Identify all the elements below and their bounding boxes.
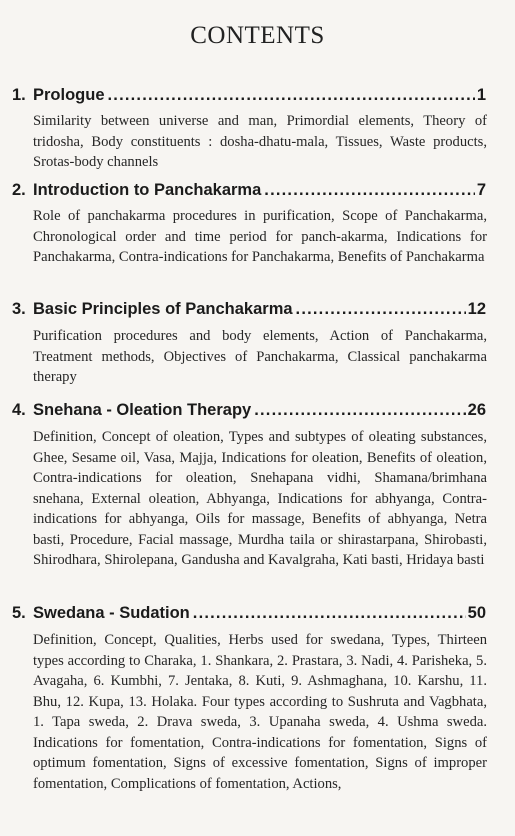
entry-number: 3. <box>12 300 26 318</box>
dot-leader <box>108 86 475 105</box>
dot-leader <box>264 181 475 200</box>
entry-name: Basic Principles of Panchakarma <box>33 300 293 318</box>
entry-description: Definition, Concept, Qualities, Herbs used for swedana, Types, Thirteen types according to Charaka, 1. Shankara, 2. Prastara, 3. Nadi, 4. Parisheka, 5. Avagaha, 6. Kumbhi, 7. Jentaka, 8. Kuti, 9. Ashmaghana, 10. Karshu, 11. Bhu, 12. Kupa, 13. Holaka. Four types according to Sushruta and Vagbhata, 1. Tapa sweda, 2. Drava sweda, 3. Upanaha sweda, 4. Ushma sweda. Indications for fomentation, Contra-indications for fomentation, Signs of optimum fomentation, Signs of excessive fomentation, Signs of improper fomentation, Complications of fomentation, Actions, <box>33 632 487 792</box>
entry-name: Introduction to Panchakarma <box>33 181 262 199</box>
dot-leader <box>254 401 465 420</box>
entry-name: Prologue <box>33 86 105 104</box>
entry-name: Swedana - Sudation <box>33 604 190 622</box>
toc-entry-heading[interactable] <box>12 86 486 110</box>
toc-entry-heading[interactable] <box>12 181 486 205</box>
toc-entry-heading[interactable] <box>12 604 486 628</box>
entry-page-number: 26 <box>467 401 486 419</box>
entry-number: 1. <box>12 86 26 104</box>
entry-description: Similarity between universe and man, Primordial elements, Theory of tridosha, Body constituents : dosha-dhatu-mala, Tissues, Waste products, Srotas-body channels <box>33 113 487 170</box>
entry-page-number: 7 <box>476 181 486 199</box>
entry-description: Role of panchakarma procedures in purification, Scope of Panchakarma, Chronological order and time period for panch-akarma, Indications for Panchakarma, Contra-indications for Panchakarma, Benefits of Panchakarma <box>33 208 487 265</box>
toc-entry-heading[interactable] <box>12 401 486 425</box>
entry-name: Snehana - Oleation Therapy <box>33 401 252 419</box>
dot-leader <box>193 604 466 623</box>
dot-leader <box>296 300 466 319</box>
toc-entry-heading[interactable] <box>12 300 486 324</box>
entry-page-number: 12 <box>467 300 486 318</box>
entry-number: 2. <box>12 181 26 199</box>
entry-number: 5. <box>12 604 26 622</box>
entry-page-number: 50 <box>467 604 486 622</box>
entry-description: Purification procedures and body elements, Action of Panchakarma, Treatment methods, Objectives of Panchakarma, Classical panchakarma therapy <box>33 328 487 385</box>
page-title: CONTENTS <box>190 22 325 49</box>
entry-description: Definition, Concept of oleation, Types and subtypes of oleating substances, Ghee, Sesame oil, Vasa, Majja, Indications for oleation, Benefits of oleation, Contra-indications for oleation, Snehapana vidhi, Shamana/brimhana snehana, External oleation, Abhyanga, Indications for abhyanga, Contra-indications for abhyanga, Oils for massage, Benefits of abhyanga, Netra basti, Procedure, Facial massage, Murdha taila or shirastarpana, Shirobasti, Shirodhara, Shirolepana, Gandusha and Kavalgraha, Kati basti, Hridaya basti <box>33 429 487 568</box>
entry-page-number: 1 <box>476 86 486 104</box>
entry-number: 4. <box>12 401 26 419</box>
